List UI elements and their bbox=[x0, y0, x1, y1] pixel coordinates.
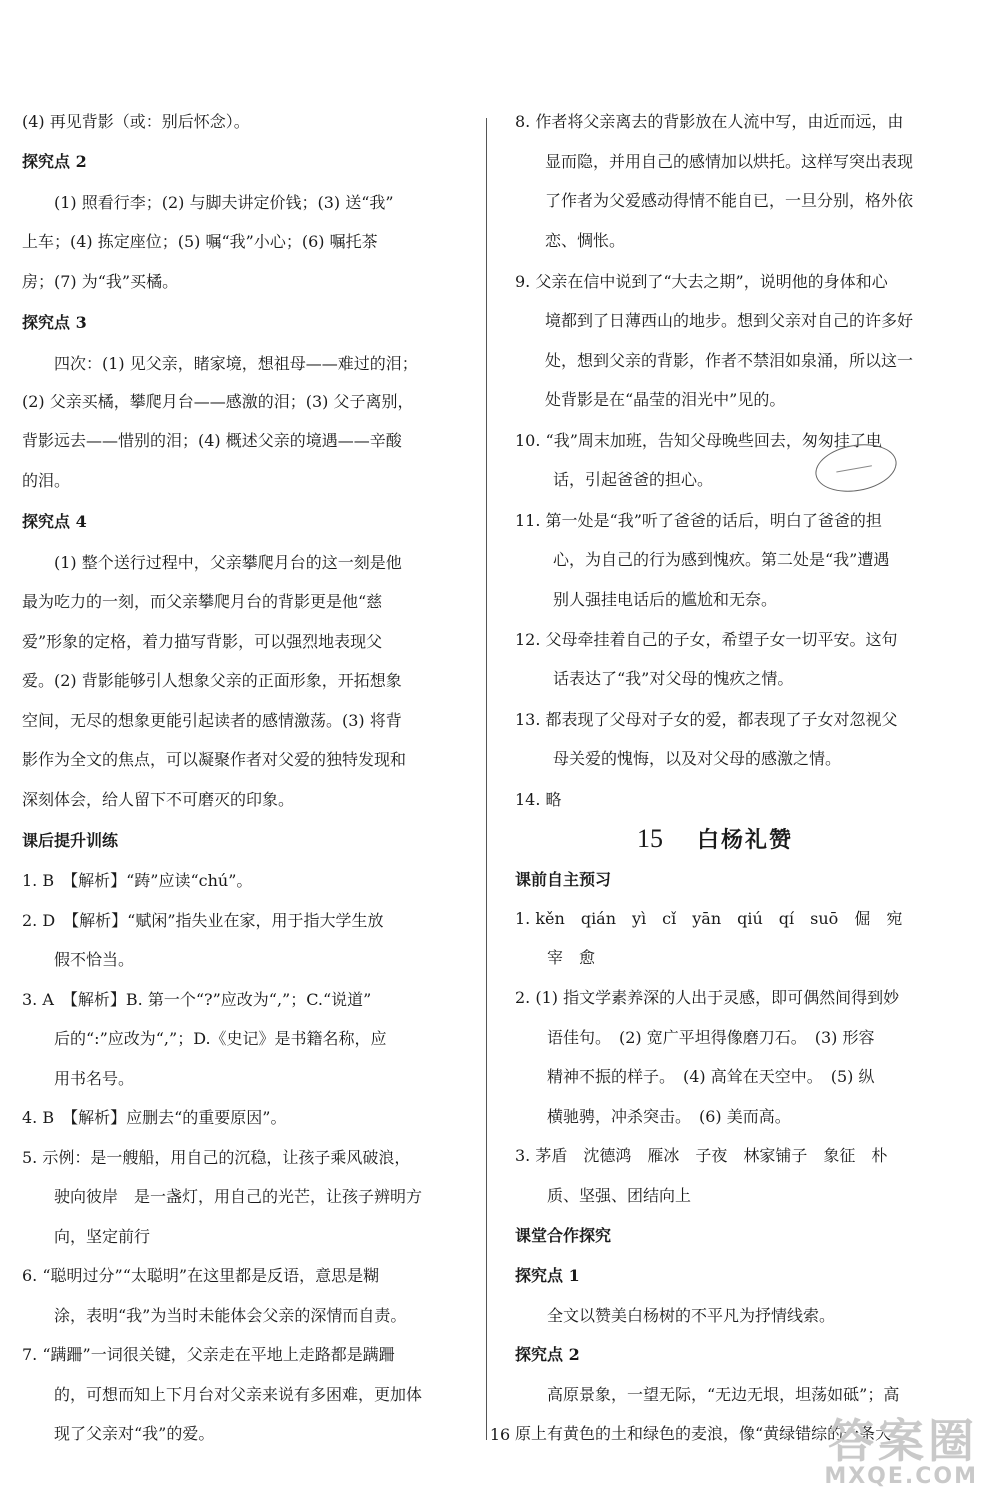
text-line: 四次：(1) 见父亲，睹家境，想祖母——难过的泪； bbox=[54, 354, 418, 373]
line-wrapper bbox=[22, 831, 472, 851]
text-line: 处背影是在“晶莹的泪光中”见的。 bbox=[545, 390, 786, 409]
text-line: 宰 愈 bbox=[547, 948, 596, 967]
text-line: 别人强挂电话后的尴尬和无奈。 bbox=[553, 590, 778, 609]
line-wrapper bbox=[515, 948, 915, 968]
text-line: 处，想到父亲的背影，作者不禁泪如泉涌，所以这一 bbox=[545, 351, 914, 370]
line-wrapper bbox=[22, 750, 472, 770]
text-line: 上车；(4) 拣定座位；(5) 嘱“我”小心；(6) 嘱托茶 bbox=[22, 232, 378, 251]
line-wrapper bbox=[515, 390, 915, 410]
line-wrapper bbox=[515, 669, 915, 689]
text-line: (1) 照看行李；(2) 与脚夫讲定价钱；(3) 送“我” bbox=[54, 193, 394, 212]
line-wrapper bbox=[22, 553, 472, 573]
line-wrapper bbox=[22, 632, 472, 652]
text-line: 爱”形象的定格，着力描写背影，可以强烈地表现父 bbox=[22, 632, 383, 651]
line-wrapper bbox=[515, 351, 915, 371]
text-line: 最为吃力的一刻，而父亲攀爬月台的背影更是他“慈 bbox=[22, 592, 383, 611]
line-wrapper bbox=[515, 1266, 915, 1286]
text-line: 影作为全文的焦点，可以凝聚作者对父爱的独特发现和 bbox=[22, 750, 407, 769]
text-line: 空间，无尽的想象更能引起读者的感情激荡。(3) 将背 bbox=[22, 711, 402, 730]
line-wrapper bbox=[515, 1226, 915, 1246]
text-line: 全文以赞美白杨树的不平凡为抒情线索。 bbox=[547, 1306, 836, 1325]
text-line: 显而隐，并用自己的感情加以烘托。这样写突出表现 bbox=[545, 152, 914, 171]
text-line: 质、坚强、团结向上 bbox=[547, 1186, 692, 1205]
text-line: 了作者为父爱感动得情不能自已，一旦分别，格外依 bbox=[545, 191, 914, 210]
line-wrapper bbox=[22, 1345, 472, 1365]
text-line: 9. 父亲在信中说到了“大去之期”，说明他的身体和心 bbox=[515, 272, 888, 291]
line-wrapper bbox=[515, 1107, 915, 1127]
section-heading: 白杨礼赞 bbox=[696, 827, 793, 853]
text-line: 12. 父母牵挂着自己的子女，希望子女一切平安。这句 bbox=[515, 630, 898, 649]
line-wrapper bbox=[515, 909, 915, 929]
text-line: 6. “聪明过分”“太聪明”在这里都是反语，意思是糊 bbox=[22, 1266, 380, 1285]
text-line: 母关爱的愧悔，以及对父母的感激之情。 bbox=[553, 749, 842, 768]
text-line: 的泪。 bbox=[22, 471, 71, 490]
subsection-heading: 课堂合作探究 bbox=[515, 1226, 612, 1245]
line-wrapper bbox=[515, 152, 915, 172]
text-line: 11. 第一处是“我”听了爸爸的话后，明白了爸爸的担 bbox=[515, 511, 882, 530]
line-wrapper bbox=[22, 1227, 472, 1247]
line-wrapper bbox=[22, 232, 472, 252]
line-wrapper bbox=[22, 711, 472, 731]
line-wrapper bbox=[515, 311, 915, 331]
column-divider bbox=[486, 118, 487, 1440]
line-wrapper bbox=[515, 112, 915, 132]
text-line: 爱。(2) 背影能够引人想象父亲的正面形象，开拓想象 bbox=[22, 671, 402, 690]
text-line: (4) 再见背影（或：别后怀念）。 bbox=[22, 112, 250, 131]
line-wrapper bbox=[515, 1306, 915, 1326]
line-wrapper bbox=[515, 231, 915, 251]
line-wrapper bbox=[22, 1187, 472, 1207]
line-wrapper bbox=[515, 749, 915, 769]
text-line: 话表达了“我”对父母的愧疚之情。 bbox=[553, 669, 794, 688]
text-line: 心，为自己的行为感到愧疚。第二处是“我”遭遇 bbox=[553, 550, 890, 569]
line-wrapper bbox=[515, 1028, 915, 1048]
line-wrapper bbox=[22, 1148, 472, 1168]
line-wrapper bbox=[22, 313, 472, 333]
text-line: 涂，表明“我”为当时未能体会父亲的深情而自责。 bbox=[54, 1306, 407, 1325]
section-title bbox=[515, 824, 915, 855]
line-wrapper bbox=[515, 710, 915, 730]
text-line: 3. A 【解析】B. 第一个“?”应改为“,”；C.“说道” bbox=[22, 990, 372, 1009]
subsection-heading: 探究点 4 bbox=[22, 512, 87, 531]
text-line: 精神不振的样子。 (4) 高耸在天空中。 (5) 纵 bbox=[547, 1067, 875, 1086]
line-wrapper bbox=[515, 1186, 915, 1206]
subsection-heading: 课后提升训练 bbox=[22, 831, 119, 850]
line-wrapper bbox=[515, 630, 915, 650]
line-wrapper bbox=[22, 193, 472, 213]
line-wrapper bbox=[515, 1146, 915, 1166]
page-number: 16 bbox=[489, 1425, 511, 1444]
line-wrapper bbox=[515, 1385, 915, 1405]
text-line: 背影远去——惜别的泪；(4) 概述父亲的境遇——辛酸 bbox=[22, 431, 402, 450]
text-line: 深刻体会，给人留下不可磨灭的印象。 bbox=[22, 790, 295, 809]
text-line: 3. 茅盾 沈德鸿 雁冰 子夜 林家铺子 象征 朴 bbox=[515, 1146, 888, 1165]
line-wrapper bbox=[22, 671, 472, 691]
line-wrapper bbox=[22, 1029, 472, 1049]
text-line: 1. kěn qián yì cǐ yān qiú qí suō 倔 宛 bbox=[515, 909, 903, 928]
line-wrapper bbox=[22, 1108, 472, 1128]
line-wrapper bbox=[22, 790, 472, 810]
line-wrapper bbox=[22, 990, 472, 1010]
line-wrapper bbox=[22, 512, 472, 532]
section-number: 15 bbox=[636, 824, 663, 853]
text-line: 4. B 【解析】应删去“的重要原因”。 bbox=[22, 1108, 287, 1127]
subsection-heading: 探究点 2 bbox=[22, 152, 87, 171]
text-line: (1) 整个送行过程中，父亲攀爬月台的这一刻是他 bbox=[54, 553, 402, 572]
line-wrapper bbox=[22, 592, 472, 612]
watermark-logo bbox=[824, 1414, 978, 1489]
text-line: 横驰骋，冲杀突击。 (6) 美而高。 bbox=[547, 1107, 791, 1126]
text-line: 高原景象，一望无际，“无边无垠，坦荡如砥”；高 bbox=[547, 1385, 900, 1404]
line-wrapper bbox=[515, 870, 915, 890]
text-line: 现了父亲对“我”的爱。 bbox=[54, 1424, 215, 1443]
subsection-heading: 探究点 2 bbox=[515, 1345, 580, 1364]
line-wrapper bbox=[22, 911, 472, 931]
watermark-line-2: MXQE.COM bbox=[824, 1464, 978, 1489]
text-line: (2) 父亲买橘，攀爬月台——感激的泪；(3) 父子离别， bbox=[22, 392, 414, 411]
line-wrapper bbox=[515, 1067, 915, 1087]
text-line: 8. 作者将父亲离去的背影放在人流中写，由近而远，由 bbox=[515, 112, 904, 131]
line-wrapper bbox=[22, 950, 472, 970]
line-wrapper bbox=[22, 1385, 472, 1405]
watermark-line-1: 答案圈 bbox=[828, 1414, 978, 1468]
line-wrapper bbox=[22, 871, 472, 891]
line-wrapper bbox=[22, 1306, 472, 1326]
text-line: 话，引起爸爸的担心。 bbox=[553, 470, 714, 489]
text-line: 2. D 【解析】“赋闲”指失业在家，用于指大学生放 bbox=[22, 911, 384, 930]
line-wrapper bbox=[515, 1345, 915, 1365]
subsection-heading: 探究点 3 bbox=[22, 313, 87, 332]
text-line: 用书名号。 bbox=[54, 1069, 135, 1088]
text-line: 恋、惆怅。 bbox=[545, 231, 626, 250]
line-wrapper bbox=[22, 354, 472, 374]
text-line: 10. “我”周末加班，告知父母晚些回去，匆匆挂了电 bbox=[515, 431, 882, 450]
text-line: 1. B 【解析】“踌”应读“chú”。 bbox=[22, 871, 253, 890]
subsection-heading: 课前自主预习 bbox=[515, 870, 612, 889]
text-line: 驶向彼岸 是一盏灯，用自己的光芒，让孩子辨明方 bbox=[54, 1187, 423, 1206]
line-wrapper bbox=[22, 112, 472, 132]
text-line: 向，坚定前行 bbox=[54, 1227, 151, 1246]
line-wrapper bbox=[22, 431, 472, 451]
text-line: 2. (1) 指文学素养深的人出于灵感，即可偶然间得到妙 bbox=[515, 988, 900, 1007]
text-line: 5. 示例：是一艘船，用自己的沉稳，让孩子乘风破浪， bbox=[22, 1148, 411, 1167]
text-line: 房；(7) 为“我”买橘。 bbox=[22, 272, 179, 291]
text-line: 假不恰当。 bbox=[54, 950, 135, 969]
text-line: 13. 都表现了父母对子女的爱，都表现了子女对忽视父 bbox=[515, 710, 898, 729]
line-wrapper bbox=[515, 511, 915, 531]
line-wrapper bbox=[515, 790, 915, 810]
line-wrapper bbox=[22, 1069, 472, 1089]
line-wrapper bbox=[515, 590, 915, 610]
line-wrapper bbox=[515, 272, 915, 292]
line-wrapper bbox=[22, 272, 472, 292]
line-wrapper bbox=[515, 988, 915, 1008]
line-wrapper bbox=[515, 550, 915, 570]
text-line: 7. “蹒跚”一词很关键，父亲走在平地上走路都是蹒跚 bbox=[22, 1345, 395, 1364]
line-wrapper bbox=[515, 191, 915, 211]
text-line: 14. 略 bbox=[515, 790, 562, 809]
text-line: 后的“:”应改为“,”；D.《史记》是书籍名称，应 bbox=[54, 1029, 387, 1048]
text-line: 的，可想而知上下月台对父亲来说有多困难，更加体 bbox=[54, 1385, 423, 1404]
line-wrapper bbox=[22, 392, 472, 412]
text-line: 语佳句。 (2) 宽广平坦得像磨刀石。 (3) 形容 bbox=[547, 1028, 875, 1047]
line-wrapper bbox=[22, 1266, 472, 1286]
subsection-heading: 探究点 1 bbox=[515, 1266, 580, 1285]
text-line: 境都到了日薄西山的地步。想到父亲对自己的许多好 bbox=[545, 311, 914, 330]
text-line: 原上有黄色的土和绿色的麦浪，像“黄绿错综的一条大 bbox=[515, 1424, 892, 1443]
line-wrapper bbox=[22, 152, 472, 172]
line-wrapper bbox=[22, 471, 472, 491]
